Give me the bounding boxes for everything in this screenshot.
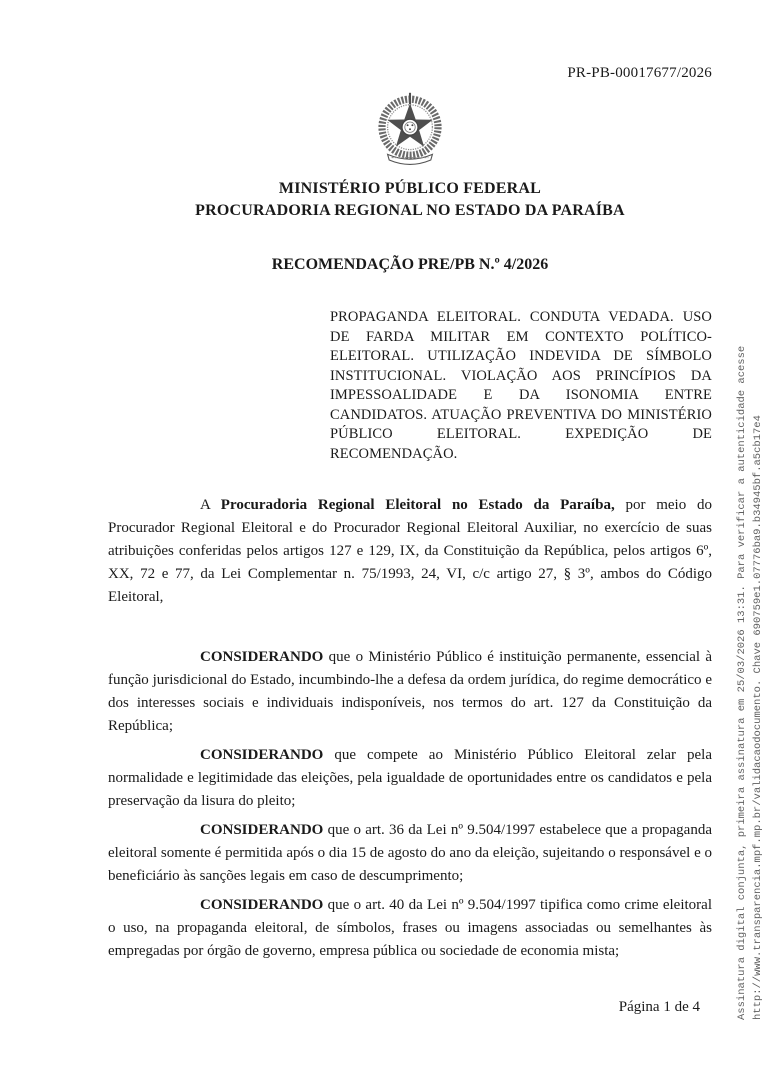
considerando-text: que o art. 40 da Lei nº 9.504/1997 tipifica como crime eleitoral o uso, na propaganda eleitoral, de símbolos, frases ou imagens associadas ou semelhantes às empregadas por órgão de governo, empresa pública ou sociedade de economia mista; (108, 897, 712, 959)
preamble-paragraph (108, 494, 712, 609)
document-content (108, 0, 712, 963)
considerando-text: que compete ao Ministério Público Eleitoral zelar pela normalidade e legitimidade das eleições, pela igualdade de oportunidades entre os candidatos e pela preservação da lisura do pleito; (108, 747, 712, 809)
signature-line-1: Assinatura digital conjunta, primeira assinatura em 25/03/2026 13:31. Para verificar a autenticidade acesse (736, 345, 748, 1020)
considerando-paragraph-4 (108, 894, 712, 963)
document-reference: PR-PB-00017677/2026 (567, 65, 712, 81)
considerando-paragraph-1 (108, 646, 712, 738)
considerando-text: que o art. 36 da Lei nº 9.504/1997 estabelece que a propaganda eleitoral somente é permitida após o dia 15 de agosto do ano da eleição, sujeitando o responsável e o beneficiário às sanções legais em caso de descumprimento; (108, 822, 712, 884)
considerando-keyword: CONSIDERANDO (200, 822, 324, 838)
considerando-keyword: CONSIDERANDO (200, 649, 324, 665)
considerando-text: que o Ministério Público é instituição permanente, essencial à função jurisdicional do Estado, incumbindo-lhe a defesa da ordem jurídica, do regime democrático e dos interesses sociais e individuais indisponíveis, nos termos do art. 127 da Constituição da República; (108, 649, 712, 734)
organization-name: MINISTÉRIO PÚBLICO FEDERAL (278, 180, 542, 197)
preamble-lead: A (200, 497, 221, 513)
signature-line-2: http://www.transparencia.mpf.mp.br/validacaodocumento. Chave 690759e1.07776ba9.b34945bf.a5cb17e4 (752, 415, 764, 1020)
preamble-rest: por meio do Procurador Regional Eleitoral e do Procurador Regional Eleitoral Auxiliar, no exercício de suas atribuições conferidas pelos artigos 127 e 129, IX, da Constituição da República, pelos artigos 6º, XX, 72 e 77, da Lei Complementar n. 75/1993, 24, VI, c/c artigo 27, § 3º, ambos do Código Eleitoral, (108, 497, 712, 605)
considerando-paragraph-3 (108, 819, 712, 888)
document-title: RECOMENDAÇÃO PRE/PB N.º 4/2026 (271, 256, 549, 273)
considerando-keyword: CONSIDERANDO (200, 747, 324, 763)
considerando-keyword: CONSIDERANDO (200, 897, 324, 913)
digital-signature-sidebar (734, 280, 766, 1020)
document-summary: PROPAGANDA ELEITORAL. CONDUTA VEDADA. USO DE FARDA MILITAR EM CONTEXTO POLÍTICO-ELEITORAL. UTILIZAÇÃO INDEVIDA DE SÍMBOLO INSTITUCIONAL. VIOLAÇÃO AOS PRINCÍPIOS DA IMPESSOALIDADE E DA ISONOMIA ENTRE CANDIDATOS. ATUAÇÃO PREVENTIVA DO MINISTÉRIO PÚBLICO ELEITORAL. EXPEDIÇÃO DE RECOMENDAÇÃO. (330, 309, 712, 462)
preamble-authority: Procuradoria Regional Eleitoral no Estado da Paraíba, (220, 497, 615, 513)
brazil-coat-of-arms-icon (370, 90, 450, 174)
organization-header (108, 178, 712, 222)
organization-unit: PROCURADORIA REGIONAL NO ESTADO DA PARAÍBA (195, 202, 625, 219)
page-number: Página 1 de 4 (618, 999, 700, 1015)
considerando-paragraph-2 (108, 744, 712, 813)
coat-of-arms (108, 90, 712, 174)
